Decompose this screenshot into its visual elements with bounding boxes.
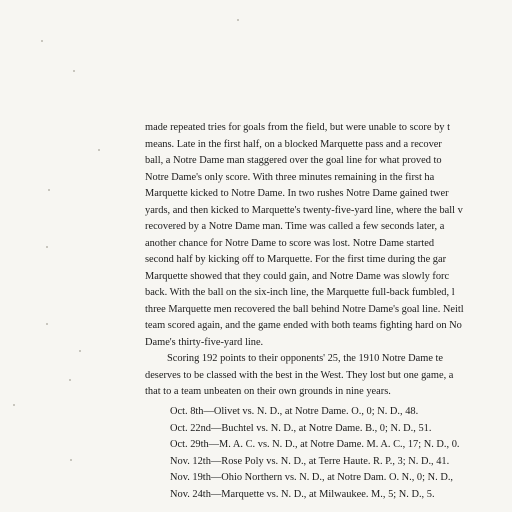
text-line: another chance for Notre Dame to score was lost. Notre Dame started bbox=[145, 237, 435, 249]
text-line: made repeated tries for goals from the field, but were unable to score by t bbox=[145, 122, 450, 133]
text-line: ball, a Notre Dame man staggered over the goal line for what proved to bbox=[145, 155, 442, 166]
scan-speck bbox=[46, 246, 48, 248]
text-line: Dame's thirty-five-yard line. bbox=[145, 336, 264, 348]
paragraph-game-account bbox=[145, 120, 512, 351]
schedule-row: Oct. 22nd—Buchtel vs. N. D., at Notre Dame. B., 0; N. D., 51. bbox=[170, 422, 432, 434]
scan-speck bbox=[46, 323, 48, 325]
scan-speck bbox=[41, 40, 43, 42]
body-text bbox=[145, 120, 512, 401]
schedule-row: Nov. 12th—Rose Poly vs. N. D., at Terre Haute. R. P., 3; N. D., 41. bbox=[170, 455, 450, 467]
text-line: back. With the ball on the six-inch line, the Marquette full-back fumbled, l bbox=[145, 287, 455, 298]
schedule-row: Oct. 29th—M. A. C. vs. N. D., at Notre Dame. M. A. C., 17; N. D., 0. bbox=[170, 439, 460, 451]
schedule-row: Nov. 19th—Ohio Northern vs. N. D., at Notre Dam. O. N., 0; N. D., bbox=[170, 472, 454, 484]
scan-speck bbox=[98, 149, 100, 151]
text-line: that to a team unbeaten on their own grounds in nine years. bbox=[145, 386, 391, 397]
scan-speck bbox=[73, 70, 75, 72]
text-line: yards, and then kicked to Marquette's twenty-five-yard line, where the ball v bbox=[145, 204, 463, 216]
scan-speck bbox=[69, 379, 71, 381]
paragraph-season-summary bbox=[145, 351, 512, 401]
scan-speck bbox=[13, 404, 15, 406]
season-schedule bbox=[170, 404, 512, 504]
text-line: team scored again, and the game ended with both teams fighting hard on No bbox=[145, 320, 462, 331]
text-line: Notre Dame's only score. With three minutes remaining in the first ha bbox=[145, 171, 435, 183]
scan-speck bbox=[70, 459, 72, 461]
scan-speck bbox=[79, 350, 81, 352]
schedule-row: Nov. 24th—Marquette vs. N. D., at Milwaukee. M., 5; N. D., 5. bbox=[170, 488, 435, 500]
text-line: Marquette showed that they could gain, and Notre Dame was slowly forc bbox=[145, 270, 450, 282]
text-line: recovered by a Notre Dame man. Time was called a few seconds later, a bbox=[145, 221, 445, 232]
scan-speck bbox=[48, 189, 50, 191]
scan-speck bbox=[237, 19, 239, 21]
text-line: second half by kicking off to Marquette. For the first time during the gar bbox=[145, 254, 447, 265]
text-line: means. Late in the first half, on a blocked Marquette pass and a recover bbox=[145, 138, 442, 150]
text-line: three Marquette men recovered the ball behind Notre Dame's goal line. Neitl bbox=[145, 303, 464, 315]
text-line: Scoring 192 points to their opponents' 25, the 1910 Notre Dame te bbox=[167, 353, 444, 364]
text-line: Marquette kicked to Notre Dame. In two rushes Notre Dame gained twer bbox=[145, 188, 449, 199]
text-line: deserves to be classed with the best in the West. They lost but one game, a bbox=[145, 369, 454, 381]
schedule-row: Oct. 8th—Olivet vs. N. D., at Notre Dame. O., 0; N. D., 48. bbox=[170, 406, 419, 417]
